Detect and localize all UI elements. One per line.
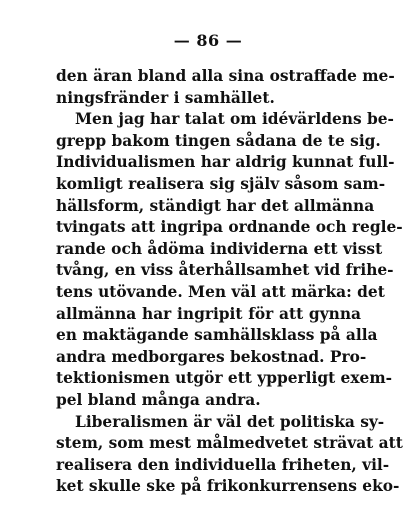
text-line: tvång, en viss återhållsamhet vid frihe- xyxy=(56,261,394,280)
text-line: stem, som mest målmedvetet strävat att xyxy=(56,434,403,453)
text-line: komligt realisera sig själv såsom sam- xyxy=(56,174,386,193)
page-number: — 86 — xyxy=(173,31,243,50)
body-text xyxy=(56,66,403,498)
text-line: tens utövande. Men väl att märka: det xyxy=(56,282,385,301)
text-line: hällsform, ständigt har det allmänna xyxy=(56,196,375,215)
text-line: en maktägande samhällsklass på alla xyxy=(56,326,378,345)
text-line: Men jag har talat om idévärldens be- xyxy=(75,110,394,129)
text-line: ket skulle ske på frikonkurrensens eko- xyxy=(56,477,400,496)
text-line: tvingats att ingripa ordnande och regle- xyxy=(56,218,403,237)
text-line: ningsfränder i samhället. xyxy=(56,88,275,107)
text-line: Liberalismen är väl det politiska sy- xyxy=(75,412,385,431)
text-line: pel bland många andra. xyxy=(56,390,261,409)
text-line: Individualismen har aldrig kunnat full- xyxy=(56,153,395,172)
text-line: rande och ådöma individerna ett visst xyxy=(56,239,383,258)
text-line: grepp bakom tingen sådana de te sig. xyxy=(56,131,381,150)
text-line: den äran bland alla sina ostraffade me- xyxy=(56,67,395,85)
text-line: allmänna har ingripit för att gynna xyxy=(56,304,361,323)
text-line: andra medborgares bekostnad. Pro- xyxy=(56,347,367,366)
text-line: tektionismen utgör ett ypperligt exem- xyxy=(56,369,392,388)
text-line: realisera den individuella friheten, vil- xyxy=(56,455,390,474)
